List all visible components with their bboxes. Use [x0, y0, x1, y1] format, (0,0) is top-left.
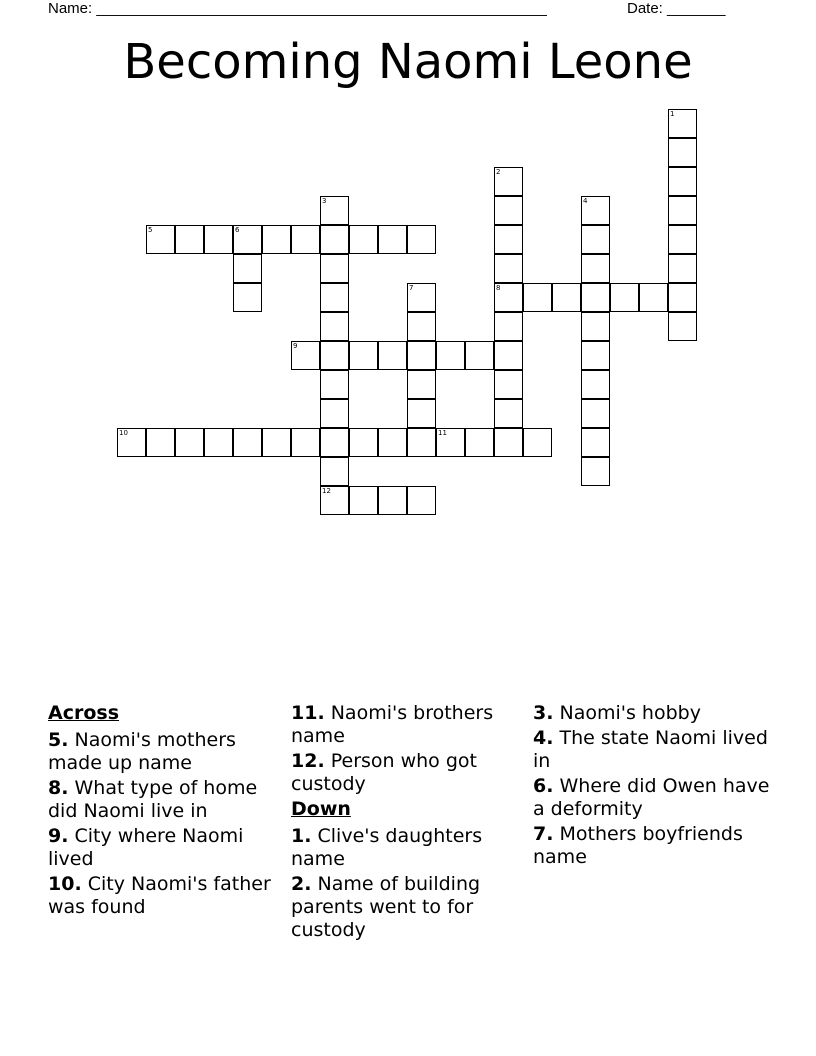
- clue-number-label: 1: [670, 110, 675, 118]
- clues-column-3: [533, 702, 773, 871]
- clue-number: 5.: [48, 729, 69, 751]
- grid-cell[interactable]: [494, 312, 523, 341]
- clue-number: 2.: [291, 873, 312, 895]
- clue-text: Name of building parents went to for custody: [291, 873, 481, 941]
- grid-cell[interactable]: [291, 428, 320, 457]
- grid-cell-10[interactable]: [117, 428, 146, 457]
- grid-cell[interactable]: [494, 196, 523, 225]
- grid-cell[interactable]: [581, 283, 610, 312]
- clue-text: Where did Owen have a deformity: [533, 775, 770, 820]
- grid-cell[interactable]: [581, 399, 610, 428]
- clue-number-label: 7: [409, 284, 414, 292]
- grid-cell[interactable]: [407, 486, 436, 515]
- clue-across-10: [48, 873, 278, 919]
- clue-number: 11.: [291, 702, 325, 724]
- grid-cell[interactable]: [465, 341, 494, 370]
- grid-cell[interactable]: [494, 225, 523, 254]
- grid-cell[interactable]: [233, 254, 262, 283]
- grid-cell[interactable]: [407, 225, 436, 254]
- clues-column-2: [291, 702, 523, 944]
- clue-number-label: 8: [496, 284, 501, 292]
- clue-across-12: [291, 750, 523, 796]
- grid-cell[interactable]: [407, 399, 436, 428]
- clue-number: 4.: [533, 727, 554, 749]
- clue-down-2: [291, 873, 523, 942]
- date-field-label[interactable]: Date: _______: [627, 0, 726, 17]
- clue-down-4: [533, 727, 773, 773]
- grid-cell[interactable]: [320, 341, 349, 370]
- grid-cell[interactable]: [581, 428, 610, 457]
- clue-text: Mothers boyfriends name: [533, 823, 743, 868]
- clue-across-11: [291, 702, 523, 748]
- clue-number-label: 12: [322, 487, 331, 495]
- grid-cell[interactable]: [407, 341, 436, 370]
- grid-cell[interactable]: [320, 399, 349, 428]
- clue-number: 12.: [291, 750, 325, 772]
- clue-down-6: [533, 775, 773, 821]
- clues-column-1: [48, 702, 278, 921]
- grid-cell[interactable]: [610, 283, 639, 312]
- grid-cell[interactable]: [320, 254, 349, 283]
- grid-cell[interactable]: [494, 254, 523, 283]
- grid-cell[interactable]: [320, 283, 349, 312]
- clue-text: Person who got custody: [291, 750, 477, 795]
- clue-text: Clive's daughters name: [291, 825, 483, 870]
- grid-cell[interactable]: [668, 283, 697, 312]
- clue-text: Naomi's brothers name: [291, 702, 494, 747]
- clue-number-label: 4: [583, 197, 588, 205]
- grid-cell[interactable]: [436, 341, 465, 370]
- grid-cell[interactable]: [349, 486, 378, 515]
- grid-cell[interactable]: [494, 341, 523, 370]
- grid-cell-5[interactable]: [146, 225, 175, 254]
- grid-cell[interactable]: [668, 167, 697, 196]
- clue-down-3: [533, 702, 773, 725]
- clue-text: City Naomi's father was found: [48, 873, 271, 918]
- grid-cell[interactable]: [407, 312, 436, 341]
- grid-cell[interactable]: [668, 138, 697, 167]
- clue-across-8: [48, 777, 278, 823]
- grid-cell[interactable]: [175, 428, 204, 457]
- clue-text: Naomi's hobby: [559, 702, 701, 724]
- clue-down-7: [533, 823, 773, 869]
- clue-text: The state Naomi lived in: [533, 727, 768, 772]
- down-heading: Down: [291, 798, 351, 820]
- grid-cell[interactable]: [320, 312, 349, 341]
- grid-cell[interactable]: [378, 486, 407, 515]
- grid-cell-11[interactable]: [436, 428, 465, 457]
- grid-cell[interactable]: [581, 225, 610, 254]
- grid-cell[interactable]: [494, 370, 523, 399]
- clue-number-label: 9: [293, 342, 298, 350]
- grid-cell[interactable]: [581, 457, 610, 486]
- grid-cell[interactable]: [262, 225, 291, 254]
- grid-cell[interactable]: [581, 254, 610, 283]
- grid-cell[interactable]: [668, 254, 697, 283]
- grid-cell-2[interactable]: [494, 167, 523, 196]
- grid-cell-1[interactable]: [668, 109, 697, 138]
- clue-number: 9.: [48, 825, 69, 847]
- grid-cell[interactable]: [233, 428, 262, 457]
- grid-cell[interactable]: [349, 225, 378, 254]
- grid-cell[interactable]: [552, 283, 581, 312]
- grid-cell-9[interactable]: [291, 341, 320, 370]
- grid-cell[interactable]: [204, 428, 233, 457]
- grid-cell-3[interactable]: [320, 196, 349, 225]
- clue-number: 10.: [48, 873, 82, 895]
- across-heading: Across: [48, 702, 120, 724]
- grid-cell-4[interactable]: [581, 196, 610, 225]
- grid-cell[interactable]: [233, 283, 262, 312]
- grid-cell-12[interactable]: [320, 486, 349, 515]
- grid-cell[interactable]: [291, 225, 320, 254]
- grid-cell[interactable]: [668, 225, 697, 254]
- grid-cell[interactable]: [262, 428, 291, 457]
- grid-cell[interactable]: [581, 312, 610, 341]
- clue-across-9: [48, 825, 278, 871]
- grid-cell[interactable]: [639, 283, 668, 312]
- clue-number-label: 6: [235, 226, 240, 234]
- grid-cell[interactable]: [494, 399, 523, 428]
- clue-number-label: 10: [119, 429, 128, 437]
- name-field-label[interactable]: Name: ______________________________________________________: [48, 0, 547, 17]
- grid-cell[interactable]: [378, 428, 407, 457]
- clue-number: 7.: [533, 823, 554, 845]
- grid-cell[interactable]: [407, 370, 436, 399]
- grid-cell[interactable]: [407, 428, 436, 457]
- grid-cell[interactable]: [523, 428, 552, 457]
- grid-cell[interactable]: [668, 196, 697, 225]
- clue-text: City where Naomi lived: [48, 825, 244, 870]
- grid-cell[interactable]: [378, 225, 407, 254]
- grid-cell[interactable]: [320, 225, 349, 254]
- page-title: Becoming Naomi Leone: [123, 34, 693, 90]
- clue-number-label: 3: [322, 197, 327, 205]
- clue-number: 3.: [533, 702, 554, 724]
- clue-number: 8.: [48, 777, 69, 799]
- grid-cell[interactable]: [175, 225, 204, 254]
- grid-cell[interactable]: [320, 457, 349, 486]
- grid-cell[interactable]: [320, 370, 349, 399]
- clue-across-5: [48, 729, 278, 775]
- grid-cell[interactable]: [349, 428, 378, 457]
- clue-text: What type of home did Naomi live in: [48, 777, 258, 822]
- grid-cell-8[interactable]: [494, 283, 523, 312]
- grid-cell[interactable]: [581, 370, 610, 399]
- grid-cell[interactable]: [146, 428, 175, 457]
- grid-cell[interactable]: [523, 283, 552, 312]
- clue-number-label: 5: [148, 226, 153, 234]
- clue-down-1: [291, 825, 523, 871]
- grid-cell-7[interactable]: [407, 283, 436, 312]
- clue-number: 1.: [291, 825, 312, 847]
- grid-cell[interactable]: [581, 341, 610, 370]
- grid-cell[interactable]: [378, 341, 407, 370]
- grid-cell[interactable]: [494, 428, 523, 457]
- grid-cell-6[interactable]: [233, 225, 262, 254]
- grid-cell[interactable]: [204, 225, 233, 254]
- grid-cell[interactable]: [320, 428, 349, 457]
- clue-number: 6.: [533, 775, 554, 797]
- clue-text: Naomi's mothers made up name: [48, 729, 236, 774]
- clue-number-label: 11: [438, 429, 447, 437]
- grid-cell[interactable]: [349, 341, 378, 370]
- clue-number-label: 2: [496, 168, 501, 176]
- grid-cell[interactable]: [668, 312, 697, 341]
- grid-cell[interactable]: [465, 428, 494, 457]
